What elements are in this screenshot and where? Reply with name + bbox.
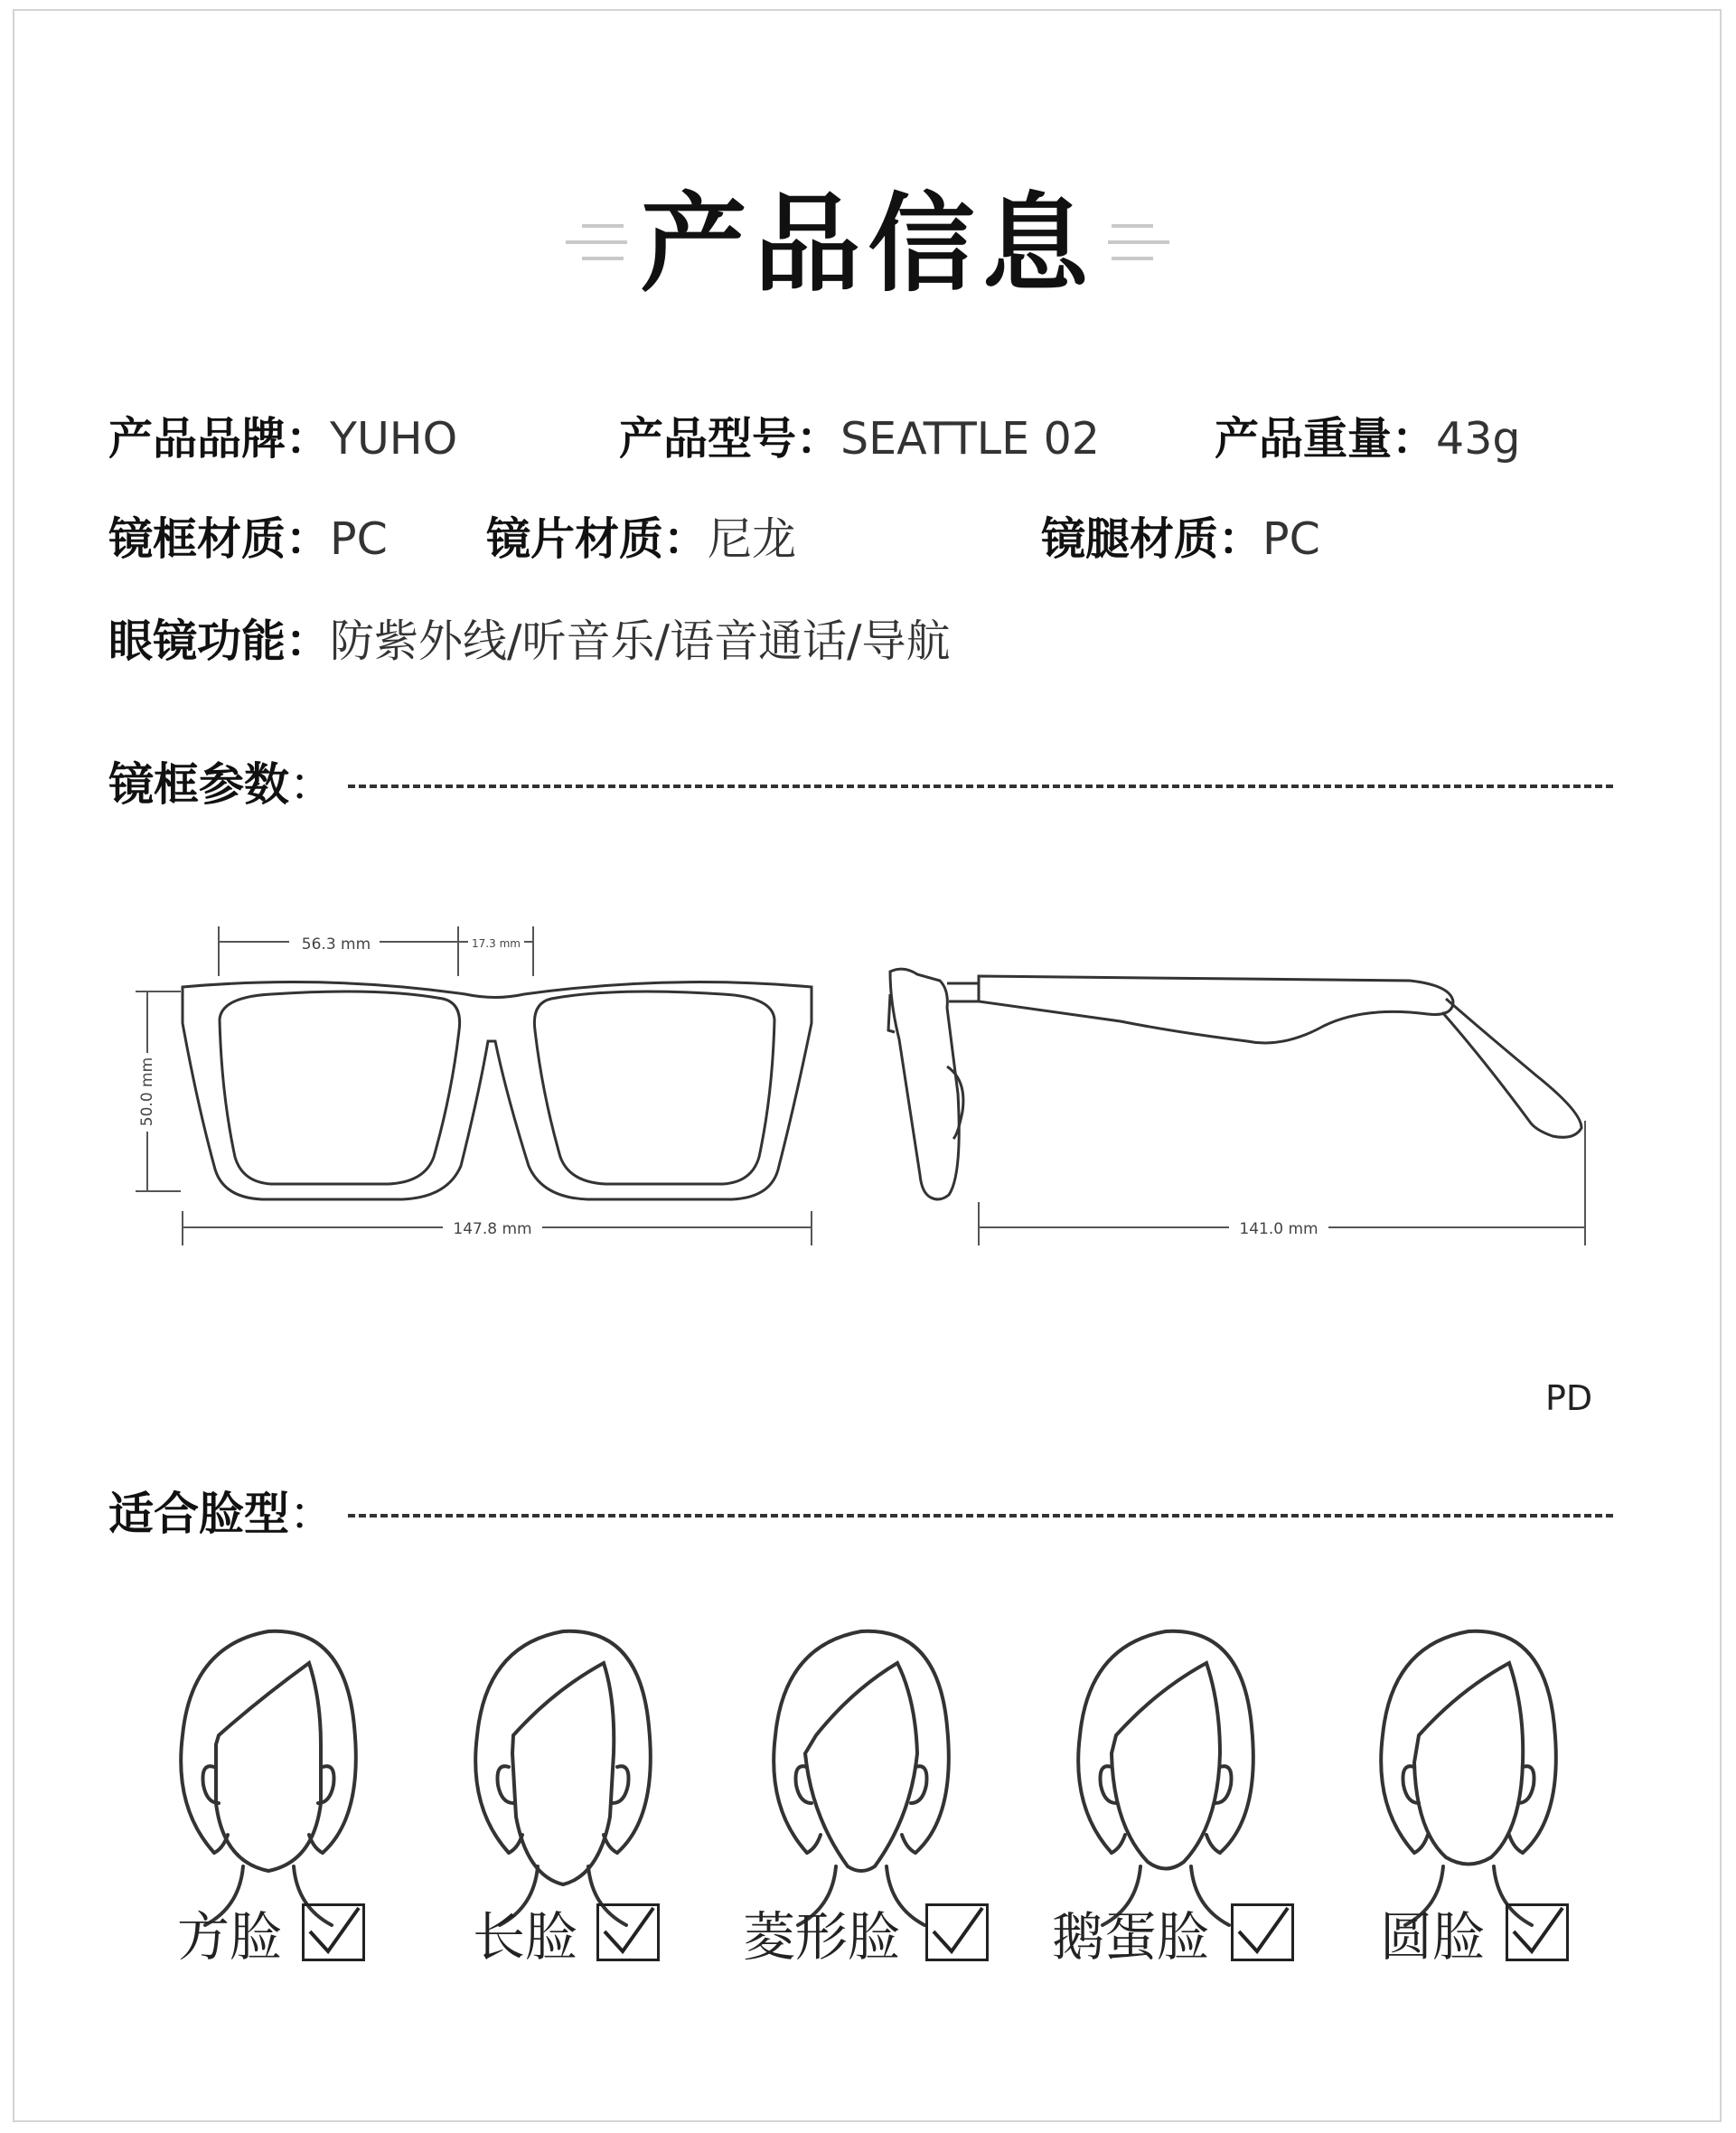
check-icon [928,1906,986,1959]
face-diamond-illustration [774,1631,949,1925]
spec-frame-material-label: 镜框材质： [108,513,331,565]
spec-weight-label: 产品重量： [1215,413,1437,465]
face-square-illustration [181,1631,356,1925]
face-oval-illustration [1078,1631,1253,1925]
lens-width-dimension: 56.3 mm [301,935,371,954]
spec-function-value: 防紫外线/听音乐/语音通话/导航 [330,615,951,667]
spec-frame-material-value: PC [330,513,388,565]
face-label-round: 圆脸 [1380,1906,1486,1968]
temple-length-dimension: 141.0 mm [1239,1220,1318,1238]
check-icon [599,1906,657,1959]
lens-height-dimension: 50.0 mm [138,1057,156,1127]
checkbox-square[interactable] [302,1903,365,1961]
face-round-illustration [1381,1631,1556,1925]
spec-lens-material-label: 镜片材质： [486,513,708,565]
frame-params-title: 镜框参数 [108,758,289,811]
face-label-oval: 鹅蛋脸 [1052,1906,1210,1968]
spec-model-label: 产品型号： [619,413,841,465]
spec-brand-label: 产品品牌： [108,413,331,465]
checkbox-long[interactable] [596,1903,660,1961]
total-width-dimension: 147.8 mm [453,1220,532,1238]
checkbox-round[interactable] [1506,1903,1569,1961]
spec-model-value: SEATTLE 02 [840,413,1100,465]
check-icon [1234,1906,1291,1959]
frame-params-colon: ： [289,758,334,811]
checkbox-oval[interactable] [1231,1903,1294,1961]
face-label-square: 方脸 [177,1906,283,1968]
face-long-illustration [475,1631,651,1925]
spec-temple-material-value: PC [1262,513,1320,565]
face-shapes-colon: ： [289,1488,334,1540]
checkbox-diamond[interactable] [925,1903,989,1961]
face-label-long: 长脸 [473,1906,578,1968]
face-label-diamond: 菱形脸 [743,1906,901,1968]
check-icon [305,1906,362,1959]
spec-lens-material-value: 尼龙 [708,513,797,565]
page-title: 产品信息 [640,182,1096,306]
pd-label: PD [1545,1378,1593,1418]
bridge-dimension: 17.3 mm [472,937,521,950]
check-icon [1508,1906,1566,1959]
spec-brand-value: YUHO [330,413,458,465]
spec-function-label: 眼镜功能： [108,615,331,667]
spec-temple-material-label: 镜腿材质： [1041,513,1263,565]
face-shapes-title: 适合脸型 [108,1488,289,1540]
spec-weight-value: 43g [1436,413,1521,465]
